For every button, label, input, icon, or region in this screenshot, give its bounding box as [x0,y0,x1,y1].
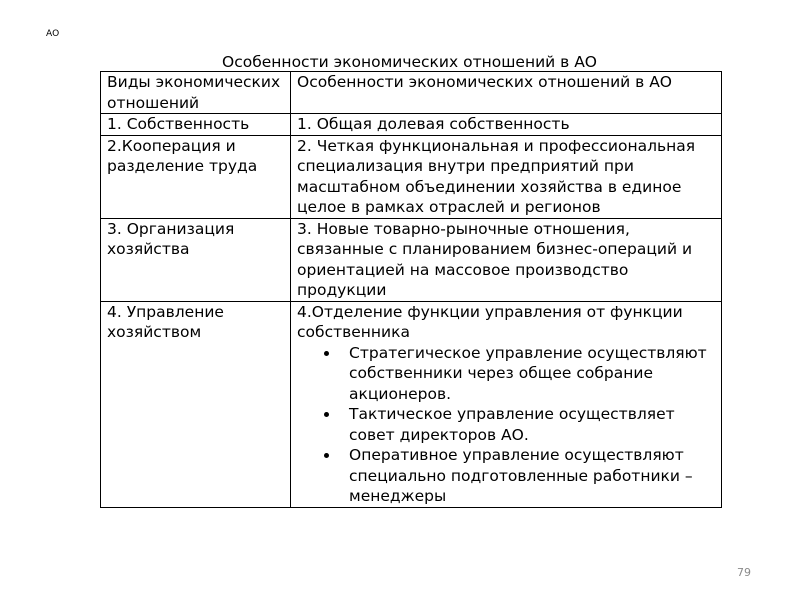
table-row [101,218,722,301]
page-number: 79 [737,566,751,579]
cell-relation-type: 1. Собственность [101,114,291,136]
header-cell-features: Особенности экономических отношений в АО [291,72,722,114]
list-item: Тактическое управление осуществляет совет директоров АО. [349,404,716,445]
header-cell-relation-types: Виды экономических отношений [101,72,291,114]
list-item: Стратегическое управление осуществляют собственники через общее собрание акционеров. [349,343,716,405]
cell-relation-type: 4. Управление хозяйством [101,301,291,507]
cell-feature: 1. Общая долевая собственность [291,114,722,136]
cell-feature [291,301,722,507]
page-title: Особенности экономических отношений в АО [222,53,598,71]
table-row [101,301,722,507]
features-table [100,71,722,508]
list-item: Оперативное управление осуществляют специально подготовленные работники – менеджеры [349,445,716,507]
table-row [101,135,722,218]
cell-relation-type: 3. Организация хозяйства [101,218,291,301]
management-levels-list [297,343,716,507]
table-row [101,114,722,136]
cell-relation-type: 2.Кооперация и разделение труда [101,135,291,218]
cell-feature-text: 4.Отделение функции управления от функции собственника [297,302,683,341]
corner-label: АО [46,29,60,39]
cell-feature: 2. Четкая функциональная и профессиональная специализация внутри предприятий при масштабном объединении хозяйства в единое целое в рамках отраслей и регионов [291,135,722,218]
cell-feature: 3. Новые товарно-рыночные отношения, связанные с планированием бизнес-операций и ориентацией на массовое производство продукции [291,218,722,301]
table-header-row [101,72,722,114]
